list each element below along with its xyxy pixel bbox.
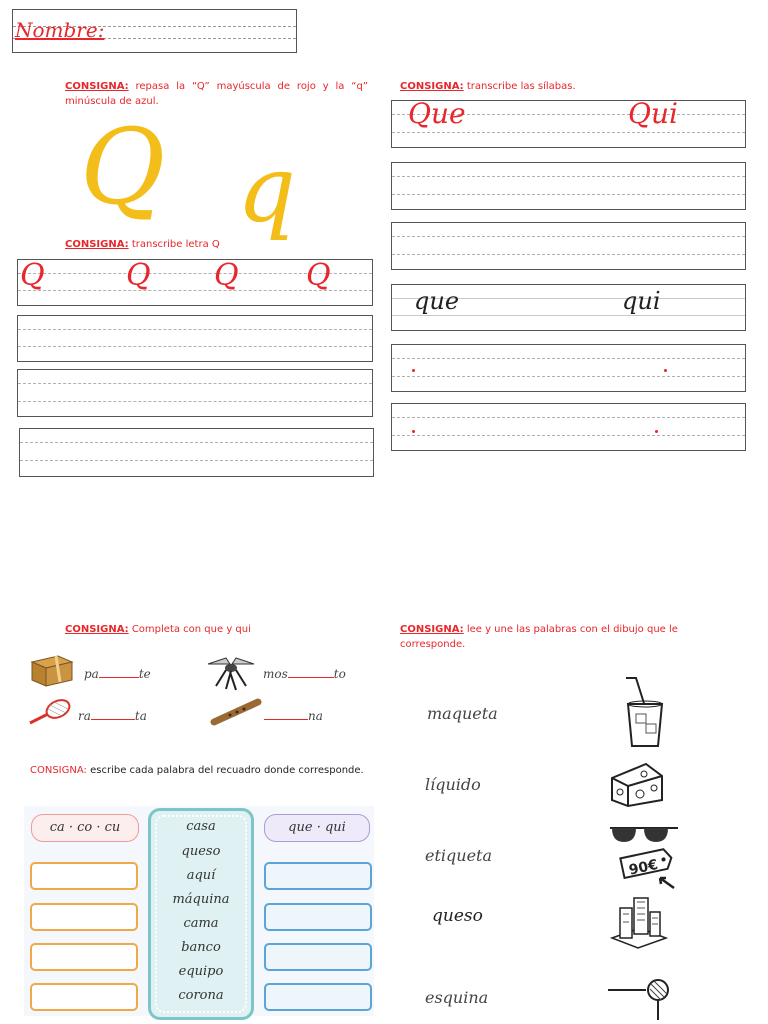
traced-syllable: que <box>414 287 460 315</box>
box-package-icon <box>28 652 74 688</box>
traced-syllable: Qui <box>628 97 678 130</box>
writing-box[interactable] <box>391 403 746 451</box>
answer-slot-right[interactable] <box>264 943 372 971</box>
answer-slot-right[interactable] <box>264 862 372 890</box>
street-corner-icon <box>606 970 670 1020</box>
writing-box-que-qui[interactable] <box>391 97 746 148</box>
consigna-transcribe-q <box>65 237 365 252</box>
start-dot <box>664 369 667 372</box>
answer-slot-left[interactable] <box>30 943 138 971</box>
vocab-word: corona <box>178 988 224 1003</box>
consigna-silabas <box>400 79 740 94</box>
writing-box[interactable] <box>391 222 746 270</box>
writing-box[interactable] <box>391 162 746 210</box>
answer-slot-left[interactable] <box>30 862 138 890</box>
vocabulary-list <box>148 808 254 1020</box>
traced-syllable: qui <box>622 287 661 315</box>
fill-word-raqueta[interactable]: ra ta <box>78 709 147 723</box>
writing-box-que-qui-lower[interactable] <box>391 284 746 331</box>
match-word[interactable]: queso <box>432 906 483 926</box>
consigna-lee-une <box>400 622 710 652</box>
vocab-word: casa <box>186 819 216 834</box>
vocab-word: queso <box>181 844 221 859</box>
flute-icon <box>210 698 262 726</box>
building-model-icon <box>610 894 668 950</box>
match-word[interactable]: líquido <box>425 775 481 794</box>
consigna-label: CONSIGNA: <box>65 624 129 635</box>
sunglasses-price-tag-icon <box>608 822 680 892</box>
traced-q: Q <box>20 258 45 293</box>
big-uppercase-q: Q <box>80 106 166 228</box>
name-label: Nombre: <box>15 18 105 42</box>
writing-box[interactable] <box>391 344 746 392</box>
name-box <box>12 9 297 53</box>
writing-box[interactable] <box>17 315 373 362</box>
answer-slot-right[interactable] <box>264 983 372 1011</box>
consigna-label: CONSIGNA: <box>400 624 464 635</box>
consigna-label: CONSIGNA: <box>30 765 87 776</box>
mosquito-icon <box>206 656 256 692</box>
tag-que-qui: que · qui <box>264 814 370 842</box>
traced-q: Q <box>306 258 331 293</box>
vocab-word: aquí <box>186 868 216 883</box>
match-word[interactable]: esquina <box>425 988 489 1007</box>
consigna-text: transcribe las sílabas. <box>466 81 576 92</box>
traced-q: Q <box>126 258 151 293</box>
price-tag-text: 90€ <box>627 856 660 879</box>
cheese-icon <box>610 760 664 808</box>
match-word[interactable]: etiqueta <box>425 846 492 865</box>
traced-syllable: Que <box>408 97 466 130</box>
consigna-text: transcribe letra Q <box>131 239 220 250</box>
fill-word-mosquito[interactable]: mos to <box>263 667 346 681</box>
writing-box[interactable] <box>19 428 374 477</box>
consigna-text: escribe cada palabra del recuadro donde corresponde. <box>90 765 364 776</box>
start-dot <box>412 430 415 433</box>
consigna-repasa <box>65 79 368 109</box>
start-dot <box>412 369 415 372</box>
consigna-text: repasa la “Q” mayúscula de rojo y la “q” minúscula de azul. <box>65 81 368 107</box>
vocab-word: banco <box>181 940 221 955</box>
racket-icon <box>26 699 72 725</box>
consigna-escribe <box>30 765 370 776</box>
answer-slot-left[interactable] <box>30 903 138 931</box>
consigna-text: lee y une las palabras con el dibujo que le corresponde. <box>400 624 678 650</box>
glass-of-liquid-icon <box>622 676 670 750</box>
consigna-text: Completa con que y qui <box>131 624 251 635</box>
vocab-word: cama <box>183 916 219 931</box>
traced-q: Q <box>214 258 239 293</box>
answer-slot-right[interactable] <box>264 903 372 931</box>
consigna-label: CONSIGNA: <box>65 239 129 250</box>
tag-ca-co-cu: ca · co · cu <box>31 814 139 842</box>
answer-slot-left[interactable] <box>30 983 138 1011</box>
consigna-label: CONSIGNA: <box>400 81 464 92</box>
consigna-completa <box>65 622 365 637</box>
fill-word-paquete[interactable]: pa te <box>84 667 151 681</box>
match-word[interactable]: maqueta <box>427 704 498 723</box>
vocab-word: máquina <box>172 892 230 907</box>
consigna-label: CONSIGNA: <box>65 81 129 92</box>
vocab-word: equipo <box>178 964 224 979</box>
fill-word-quena[interactable]: na <box>264 709 323 723</box>
big-lowercase-q: q <box>237 136 296 243</box>
writing-box[interactable] <box>17 369 373 417</box>
writing-box-q[interactable] <box>17 259 373 306</box>
start-dot <box>655 430 658 433</box>
